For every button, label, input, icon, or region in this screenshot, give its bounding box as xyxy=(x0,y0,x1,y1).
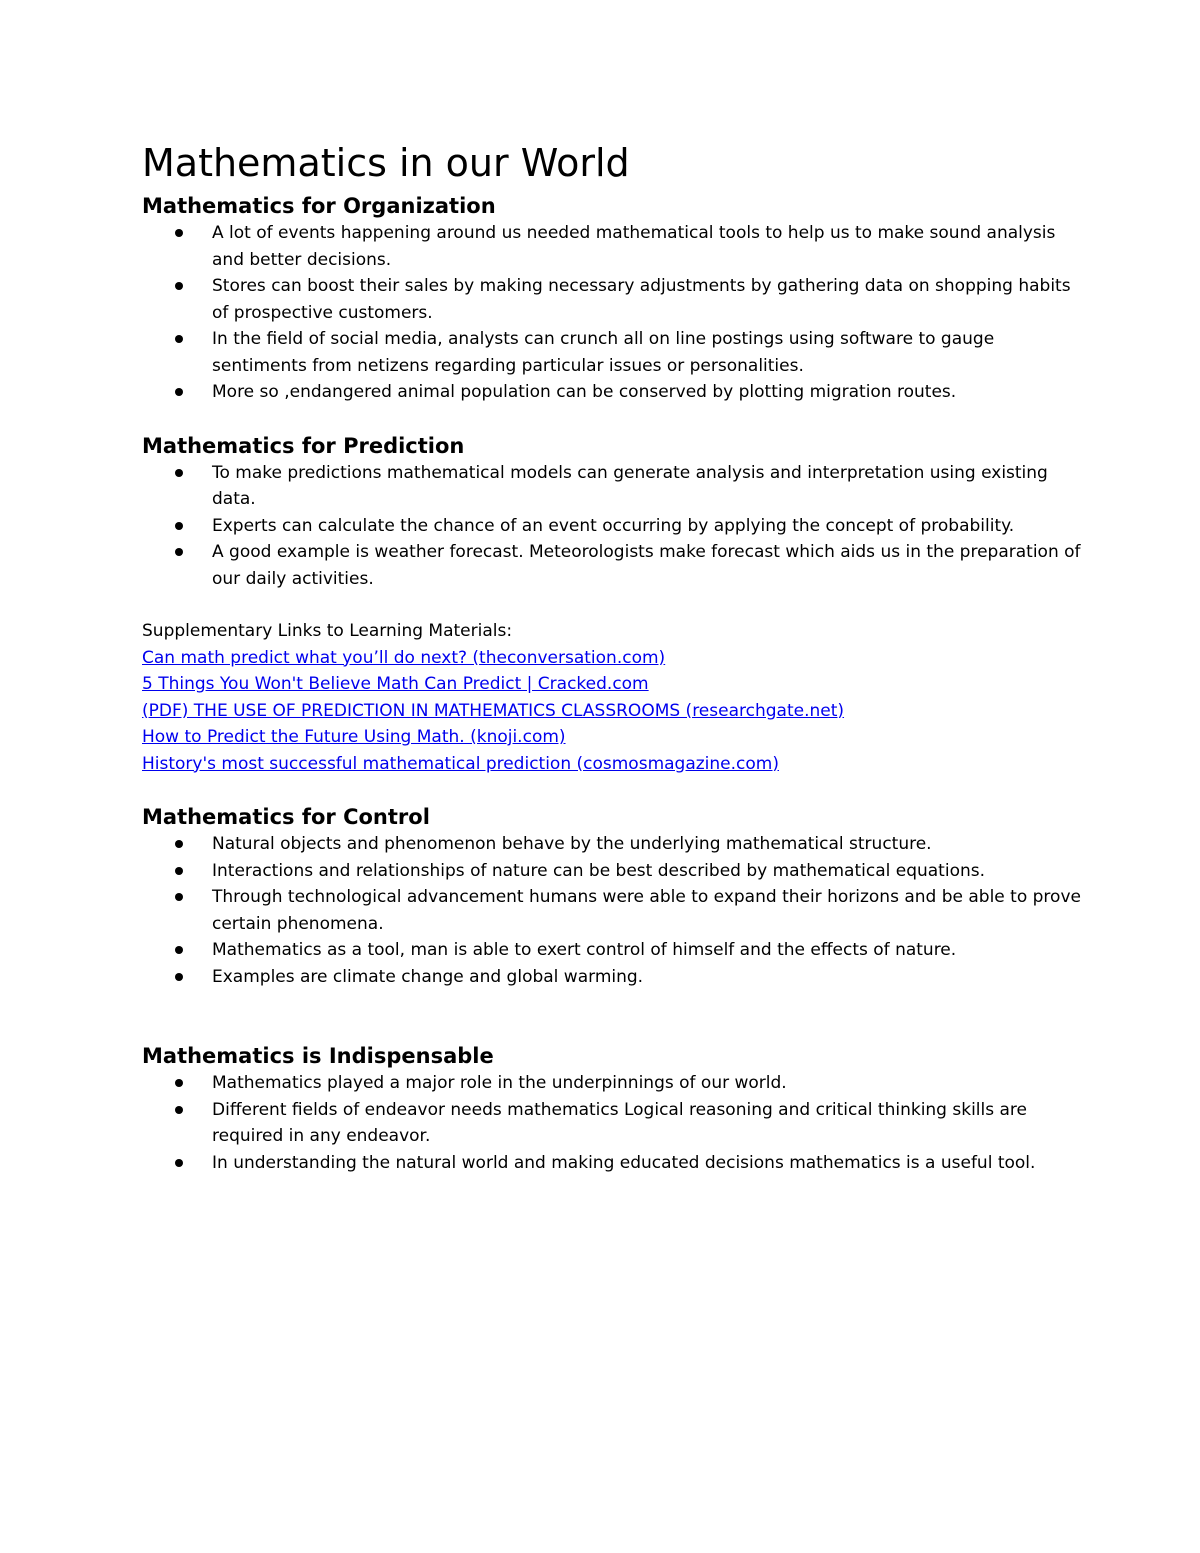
bullet-text: Examples are climate change and global warming. xyxy=(212,966,644,987)
bullet-text: More so ,endangered animal population can be conserved by plotting migration routes. xyxy=(212,382,957,402)
list-item xyxy=(142,937,1082,964)
bullet-text: Mathematics as a tool, man is able to exert control of himself and the effects of nature. xyxy=(212,940,957,960)
bullet-icon xyxy=(175,1079,183,1087)
section-heading-organization: Mathematics for Organization xyxy=(142,194,496,218)
bullet-icon xyxy=(175,1159,183,1167)
list-item xyxy=(142,513,1082,540)
bullet-text: To make predictions mathematical models can generate analysis and interpretation using existing data. xyxy=(212,462,1048,509)
bullet-text: Interactions and relationships of nature can be best described by mathematical equations. xyxy=(212,860,986,881)
list-item xyxy=(142,1150,1082,1177)
bullet-icon xyxy=(175,946,183,954)
section-organization xyxy=(142,192,1082,406)
bullet-list-organization xyxy=(142,220,1082,406)
bullet-icon xyxy=(175,893,183,901)
list-item xyxy=(142,858,1082,885)
bullet-text: In the field of social media, analysts can crunch all on line postings using software to gauge sentiments from netizens regarding particular issues or personalities. xyxy=(212,329,995,376)
bullet-text: A good example is weather forecast. Meteorologists make forecast which aids us in the preparation of our daily activities. xyxy=(212,542,1081,589)
bullet-icon xyxy=(175,548,183,556)
bullet-text: Through technological advancement humans were able to expand their horizons and be able to prove certain phenomena. xyxy=(212,887,1081,934)
spacer xyxy=(142,592,1082,618)
link-theconversation[interactable]: Can math predict what you’ll do next? (theconversation.com) xyxy=(142,647,666,668)
supplementary-links-label: Supplementary Links to Learning Materials: xyxy=(142,621,513,641)
bullet-icon xyxy=(175,973,183,981)
section-supplementary-links xyxy=(142,618,1082,777)
bullet-list-indispensable xyxy=(142,1070,1082,1176)
list-item xyxy=(142,379,1082,406)
list-item xyxy=(142,964,1082,991)
bullet-icon xyxy=(175,840,183,848)
list-item xyxy=(142,831,1082,858)
link-researchgate[interactable]: (PDF) THE USE OF PREDICTION IN MATHEMATICS CLASSROOMS (researchgate.net) xyxy=(142,700,845,721)
list-item xyxy=(142,460,1082,513)
section-prediction xyxy=(142,432,1082,593)
page-title: Mathematics in our World xyxy=(142,141,630,185)
bullet-icon xyxy=(175,867,183,875)
bullet-icon xyxy=(175,469,183,477)
bullet-text: Natural objects and phenomenon behave by the underlying mathematical structure. xyxy=(212,834,932,854)
section-heading-control: Mathematics for Control xyxy=(142,805,430,829)
list-item xyxy=(142,1097,1082,1150)
bullet-icon xyxy=(175,1106,183,1114)
spacer xyxy=(142,777,1082,803)
list-item xyxy=(142,273,1082,326)
link-cosmosmagazine[interactable]: History's most successful mathematical prediction (cosmosmagazine.com) xyxy=(142,753,779,774)
bullet-text: Experts can calculate the chance of an event occurring by applying the concept of probability. xyxy=(212,515,1015,536)
list-item xyxy=(142,539,1082,592)
bullet-icon xyxy=(175,282,183,290)
list-item xyxy=(142,220,1082,273)
document-page xyxy=(142,138,1082,1176)
bullet-list-prediction xyxy=(142,460,1082,593)
list-item xyxy=(142,1070,1082,1097)
section-heading-prediction: Mathematics for Prediction xyxy=(142,433,465,458)
link-cracked[interactable]: 5 Things You Won't Believe Math Can Predict | Cracked.com xyxy=(142,674,649,694)
list-item xyxy=(142,326,1082,379)
bullet-text: In understanding the natural world and making educated decisions mathematics is a useful tool. xyxy=(212,1152,1036,1173)
bullet-text: Stores can boost their sales by making necessary adjustments by gathering data on shopping habits of prospective customers. xyxy=(212,276,1071,323)
link-knoji[interactable]: How to Predict the Future Using Math. (knoji.com) xyxy=(142,727,566,747)
section-control xyxy=(142,803,1082,990)
section-indispensable xyxy=(142,1042,1082,1176)
bullet-icon xyxy=(175,335,183,343)
bullet-icon xyxy=(175,388,183,396)
bullet-text: Different fields of endeavor needs mathematics Logical reasoning and critical thinking skills are required in any endeavor. xyxy=(212,1099,1028,1146)
bullet-icon xyxy=(175,522,183,530)
spacer xyxy=(142,990,1082,1042)
spacer xyxy=(142,406,1082,432)
section-heading-indispensable: Mathematics is Indispensable xyxy=(142,1044,494,1068)
bullet-icon xyxy=(175,229,183,237)
bullet-list-control xyxy=(142,831,1082,990)
bullet-text: Mathematics played a major role in the underpinnings of our world. xyxy=(212,1073,787,1093)
list-item xyxy=(142,884,1082,937)
bullet-text: A lot of events happening around us needed mathematical tools to help us to make sound analysis and better decisions. xyxy=(212,223,1056,270)
